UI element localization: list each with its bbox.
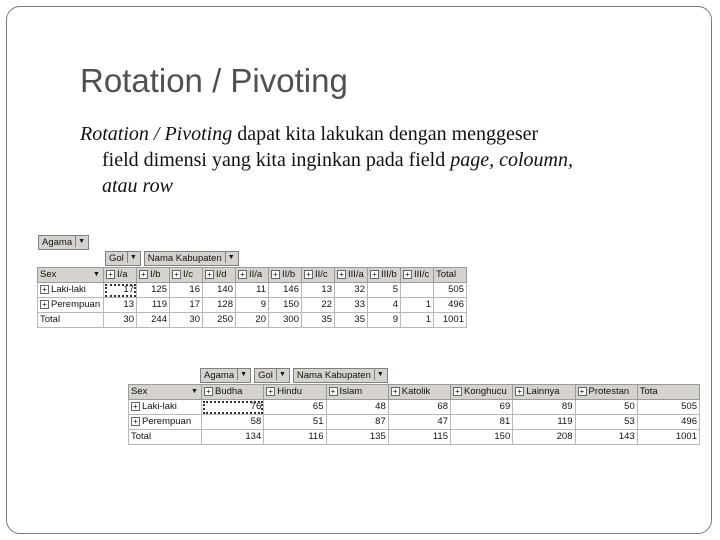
data-cell[interactable]: 50 bbox=[575, 400, 637, 415]
pivot2-row-perempuan bbox=[129, 415, 700, 430]
expand-icon[interactable]: + bbox=[403, 270, 412, 279]
row-header[interactable]: + Perempuan bbox=[38, 298, 104, 313]
data-cell[interactable]: 11 bbox=[236, 283, 269, 298]
data-cell[interactable]: 9 bbox=[368, 313, 401, 328]
data-cell[interactable]: 47 bbox=[388, 415, 450, 430]
column-header[interactable]: + III/b bbox=[368, 268, 401, 283]
data-cell[interactable]: 35 bbox=[302, 313, 335, 328]
column-field-nama-kabupaten[interactable]: Nama Kabupaten ▼ bbox=[293, 368, 388, 383]
column-header[interactable]: Total bbox=[434, 268, 467, 283]
dropdown-arrow-icon[interactable]: ▼ bbox=[374, 369, 386, 380]
column-header[interactable]: + III/c bbox=[401, 268, 434, 283]
data-cell[interactable]: 22 bbox=[302, 298, 335, 313]
data-cell[interactable]: 32 bbox=[335, 283, 368, 298]
data-cell[interactable]: 76 bbox=[202, 400, 264, 415]
dropdown-arrow-icon[interactable]: ▼ bbox=[225, 252, 237, 263]
expand-icon[interactable]: + bbox=[304, 270, 313, 279]
data-cell[interactable]: 35 bbox=[335, 313, 368, 328]
data-cell[interactable]: 17 bbox=[170, 298, 203, 313]
expand-icon[interactable]: + bbox=[266, 387, 275, 396]
column-field-nama-kabupaten[interactable]: Nama Kabupaten ▼ bbox=[144, 251, 239, 266]
pivot1-row-perempuan bbox=[38, 298, 467, 313]
data-cell[interactable]: 13 bbox=[302, 283, 335, 298]
data-cell[interactable]: 20 bbox=[236, 313, 269, 328]
expand-icon[interactable]: + bbox=[131, 402, 140, 411]
expand-icon[interactable]: + bbox=[370, 270, 379, 279]
data-cell[interactable]: 30 bbox=[170, 313, 203, 328]
data-cell[interactable]: 48 bbox=[326, 400, 388, 415]
dropdown-arrow-icon[interactable]: ▼ bbox=[276, 369, 288, 380]
row-field-sex[interactable]: Sex ▼ bbox=[38, 268, 104, 283]
data-cell[interactable]: 17 bbox=[104, 283, 137, 298]
column-field-gol[interactable]: Gol ▼ bbox=[105, 251, 141, 266]
page-field-area bbox=[38, 235, 92, 253]
data-cell[interactable]: 68 bbox=[388, 400, 450, 415]
slide-body-text bbox=[80, 121, 680, 199]
data-cell[interactable]: 9 bbox=[236, 298, 269, 313]
column-header[interactable]: + Budha bbox=[202, 385, 264, 400]
row-header[interactable]: Total bbox=[38, 313, 104, 328]
pivot1-header-row bbox=[38, 268, 467, 283]
data-cell[interactable]: 496 bbox=[637, 415, 699, 430]
column-header[interactable]: + II/b bbox=[269, 268, 302, 283]
pivot1-row-laki bbox=[38, 283, 467, 298]
data-cell[interactable]: 115 bbox=[388, 430, 450, 445]
data-cell[interactable]: 33 bbox=[335, 298, 368, 313]
pivot1-grid bbox=[37, 267, 467, 328]
dropdown-arrow-icon[interactable]: ▼ bbox=[191, 388, 198, 395]
data-cell[interactable]: 125 bbox=[137, 283, 170, 298]
data-cell[interactable]: 13 bbox=[104, 298, 137, 313]
data-cell[interactable]: 1 bbox=[401, 298, 434, 313]
expand-icon[interactable]: + bbox=[453, 387, 462, 396]
column-header[interactable]: + III/a bbox=[335, 268, 368, 283]
data-cell[interactable]: 150 bbox=[269, 298, 302, 313]
data-cell[interactable]: 16 bbox=[170, 283, 203, 298]
slide-title: Rotation / Pivoting bbox=[80, 62, 348, 99]
pivot2-header-row bbox=[129, 385, 700, 400]
data-cell[interactable]: 116 bbox=[264, 430, 326, 445]
data-cell[interactable]: 150 bbox=[451, 430, 513, 445]
expand-icon[interactable]: + bbox=[131, 417, 140, 426]
data-cell[interactable]: 1001 bbox=[434, 313, 467, 328]
column-field-gol[interactable]: Gol ▼ bbox=[254, 368, 290, 383]
column-header[interactable]: + Lainnya bbox=[513, 385, 575, 400]
body-line-2 bbox=[80, 147, 680, 173]
pivot2-row-total bbox=[129, 430, 700, 445]
dropdown-arrow-icon[interactable]: ▼ bbox=[93, 271, 100, 278]
data-cell[interactable]: 128 bbox=[203, 298, 236, 313]
expand-icon[interactable]: + bbox=[578, 387, 587, 396]
data-cell[interactable]: 53 bbox=[575, 415, 637, 430]
column-header[interactable]: + Islam bbox=[326, 385, 388, 400]
row-header[interactable]: Total bbox=[129, 430, 202, 445]
data-cell[interactable]: 300 bbox=[269, 313, 302, 328]
data-cell[interactable]: 135 bbox=[326, 430, 388, 445]
data-cell[interactable]: 496 bbox=[434, 298, 467, 313]
dropdown-arrow-icon[interactable]: ▼ bbox=[75, 236, 87, 247]
body-italic-fields: page, coloumn, bbox=[450, 149, 574, 171]
data-cell[interactable]: 505 bbox=[434, 283, 467, 298]
data-cell[interactable]: 1001 bbox=[637, 430, 699, 445]
column-header[interactable]: + I/a bbox=[104, 268, 137, 283]
pivot-table-2 bbox=[121, 366, 701, 448]
expand-icon[interactable]: + bbox=[205, 270, 214, 279]
data-cell[interactable]: 69 bbox=[451, 400, 513, 415]
pivot-table-1 bbox=[36, 233, 467, 328]
data-cell[interactable]: 143 bbox=[575, 430, 637, 445]
expand-icon[interactable]: + bbox=[391, 387, 400, 396]
page-field-agama[interactable]: Agama ▼ bbox=[38, 235, 89, 250]
expand-icon[interactable]: + bbox=[329, 387, 338, 396]
expand-icon[interactable]: + bbox=[40, 285, 49, 294]
column-header[interactable]: + I/b bbox=[137, 268, 170, 283]
data-cell[interactable]: 250 bbox=[203, 313, 236, 328]
body-text-2: field dimensi yang kita inginkan pada field bbox=[102, 149, 451, 171]
pivot2-grid bbox=[128, 384, 700, 445]
data-cell[interactable]: 89 bbox=[513, 400, 575, 415]
dropdown-arrow-icon[interactable]: ▼ bbox=[127, 252, 139, 263]
expand-icon[interactable]: + bbox=[40, 300, 49, 309]
row-header[interactable]: + Laki-laki bbox=[129, 400, 202, 415]
body-text-1: dapat kita lakukan dengan menggeser bbox=[232, 123, 539, 145]
data-cell[interactable]: 65 bbox=[264, 400, 326, 415]
expand-icon[interactable]: + bbox=[106, 270, 115, 279]
body-line-3 bbox=[80, 173, 680, 199]
column-header[interactable]: + I/d bbox=[203, 268, 236, 283]
column-header[interactable]: + Katolik bbox=[388, 385, 450, 400]
column-header[interactable]: Tota bbox=[637, 385, 699, 400]
data-cell[interactable]: 30 bbox=[104, 313, 137, 328]
expand-icon[interactable]: + bbox=[204, 387, 213, 396]
data-cell[interactable]: 134 bbox=[202, 430, 264, 445]
data-cell[interactable]: 5 bbox=[368, 283, 401, 298]
data-cell[interactable]: 87 bbox=[326, 415, 388, 430]
data-cell[interactable]: 244 bbox=[137, 313, 170, 328]
body-italic-row: atau row bbox=[102, 175, 173, 197]
body-italic-term: Rotation / Pivoting bbox=[80, 123, 233, 145]
data-cell[interactable]: 4 bbox=[368, 298, 401, 313]
data-cell[interactable]: 140 bbox=[203, 283, 236, 298]
data-cell[interactable]: 119 bbox=[137, 298, 170, 313]
data-cell[interactable]: 146 bbox=[269, 283, 302, 298]
pivot1-row-total bbox=[38, 313, 467, 328]
data-cell[interactable]: 1 bbox=[401, 313, 434, 328]
data-cell[interactable]: 208 bbox=[513, 430, 575, 445]
column-header[interactable]: + Hindu bbox=[264, 385, 326, 400]
expand-icon[interactable]: + bbox=[337, 270, 346, 279]
expand-icon[interactable]: + bbox=[139, 270, 148, 279]
expand-icon[interactable]: + bbox=[172, 270, 181, 279]
data-cell[interactable]: 81 bbox=[451, 415, 513, 430]
data-cell[interactable]: 51 bbox=[264, 415, 326, 430]
expand-icon[interactable]: + bbox=[238, 270, 247, 279]
column-header[interactable]: + I/c bbox=[170, 268, 203, 283]
data-cell[interactable]: 58 bbox=[202, 415, 264, 430]
dropdown-arrow-icon[interactable]: ▼ bbox=[237, 369, 249, 380]
data-cell[interactable]: 505 bbox=[637, 400, 699, 415]
data-cell[interactable] bbox=[401, 283, 434, 298]
column-header[interactable]: + II/c bbox=[302, 268, 335, 283]
expand-icon[interactable]: + bbox=[515, 387, 524, 396]
data-cell[interactable]: 119 bbox=[513, 415, 575, 430]
row-header[interactable]: + Perempuan bbox=[129, 415, 202, 430]
column-header[interactable]: + Konghucu bbox=[451, 385, 513, 400]
column-header[interactable]: + II/a bbox=[236, 268, 269, 283]
expand-icon[interactable]: + bbox=[271, 270, 280, 279]
row-header[interactable]: + Laki-laki bbox=[38, 283, 104, 298]
column-header[interactable]: + Protestan bbox=[575, 385, 637, 400]
pivot2-row-laki bbox=[129, 400, 700, 415]
column-field-agama[interactable]: Agama ▼ bbox=[200, 368, 251, 383]
row-field-sex[interactable]: Sex ▼ bbox=[129, 385, 202, 400]
